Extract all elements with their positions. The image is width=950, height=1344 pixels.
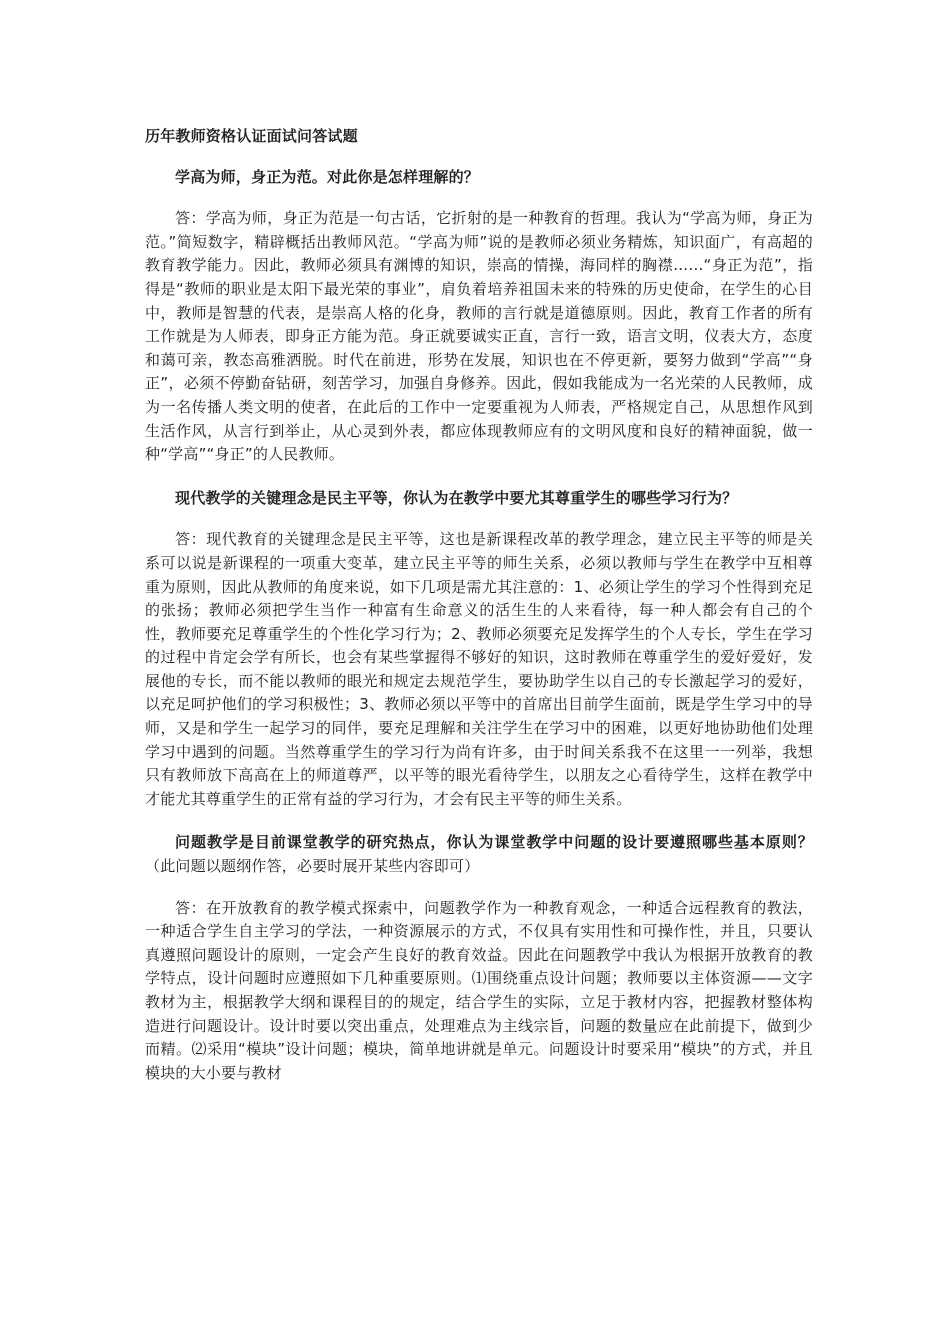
answer-1: 答：学高为师，身正为范是一句古话，它折射的是一种教育的哲理。我认为“学高为师，身正为范。”简短数字，精辟概括出教师风范。“学高为师”说的是教师必须业务精炼，知识面广，有高超的教育教学能力。因此，教师必须具有渊博的知识，崇高的情操，海同样的胸襟……“身正为范”，指得是“教师的职业是太阳下最光荣的事业”，肩负着培养祖国未来的特殊的历史使命，在学生的心目中，教师是智慧的代表，是崇高人格的化身，教师的言行就是道德原则。因此，教育工作者的所有工作就是为人师表，即身正方能为范。身正就要诚实正直，言行一致，语言文明，仪表大方，态度和蔼可亲，教态高雅洒脱。时代在前进，形势在发展，知识也在不停更新，要努力做到“学高”“身正”，必须不停勤奋钻研，刻苦学习，加强自身修养。因此，假如我能成为一名光荣的人民教师，成为一名传播人类文明的使者，在此后的工作中一定要重视为人师表，严格规定自己，从思想作风到生活作风，从言行到举止，从心灵到外表，都应体现教师应有的文明风度和良好的精神面貌，做一种“学高”“身正”的人民教师。 [145,209,813,464]
answer-3: 答：在开放教育的教学模式探索中，问题教学作为一种教育观念，一种适合远程教育的教法，一种适合学生自主学习的学法，一种资源展示的方式，不仅具有实用性和可操作性，并且，只要认真遵照问题设计的原则，一定会产生良好的教育效益。因此在问题教学中我认为根据开放教育的教学特点，设计问题时应遵照如下几种重要原则。⑴围绕重点设计问题；教师要以主体资源——文字教材为主，根据教学大纲和课程目的的规定，结合学生的实际，立足于教材内容，把握教材整体构造进行问题设计。设计时要以突出重点，处理难点为主线宗旨，问题的数量应在此前提下，做到少而精。⑵采用“模块”设计问题；模块，简单地讲就是单元。问题设计时要采用“模块”的方式，并且模块的大小要与教材 [145,898,813,1082]
answer-2: 答：现代教育的关键理念是民主平等，这也是新课程改革的教学理念，建立民主平等的师是关系可以说是新课程的一项重大变革，建立民主平等的师生关系，必须以教师与学生在教学中互相尊重为原则，因此从教师的角度来说，如下几项是需尤其注意的：1、必须让学生的学习个性得到充足的张扬；教师必须把学生当作一种富有生命意义的活生生的人来看待，每一种人都会有自己的个性，教师要充足尊重学生的个性化学习行为；2、教师必须要充足发挥学生的个人专长，学生在学习的过程中肯定会学有所长，也会有某些掌握得不够好的知识，这时教师在尊重学生的爱好爱好，发展他的专长，而不能以教师的眼光和规定去规范学生，要协助学生以自己的专长激起学习的爱好，以充足呵护他们的学习积极性；3、教师必须以平等中的首席出目前学生面前，既是学生学习中的导师，又是和学生一起学习的同伴，要充足理解和关注学生在学习中的困难，以更好地协助他们处理学习中遇到的问题。当然尊重学生的学习行为尚有许多，由于时间关系我不在这里一一列举，我想只有教师放下高高在上的师道尊严，以平等的眼光看待学生，以朋友之心看待学生，这样在教学中才能尤其尊重学生的正常有益的学习行为，才会有民主平等的师生关系。 [145,530,813,808]
question-1: 学高为师，身正为范。对此你是怎样理解的？ [175,167,480,186]
question-3-text: 问题教学是目前课堂教学的研究热点，你认为课堂教学中问题的设计要遵照哪些基本原则？ [175,833,813,852]
document-body [145,125,813,1105]
question-3-note: （此问题以题纲作答，必要时展开某些内容即可） [145,857,480,876]
document-title: 历年教师资格认证面试问答试题 [145,127,358,145]
question-3 [145,831,813,878]
question-2: 现代教学的关键理念是民主平等，你认为在教学中要尤其尊重学生的哪些学习行为？ [175,488,738,507]
